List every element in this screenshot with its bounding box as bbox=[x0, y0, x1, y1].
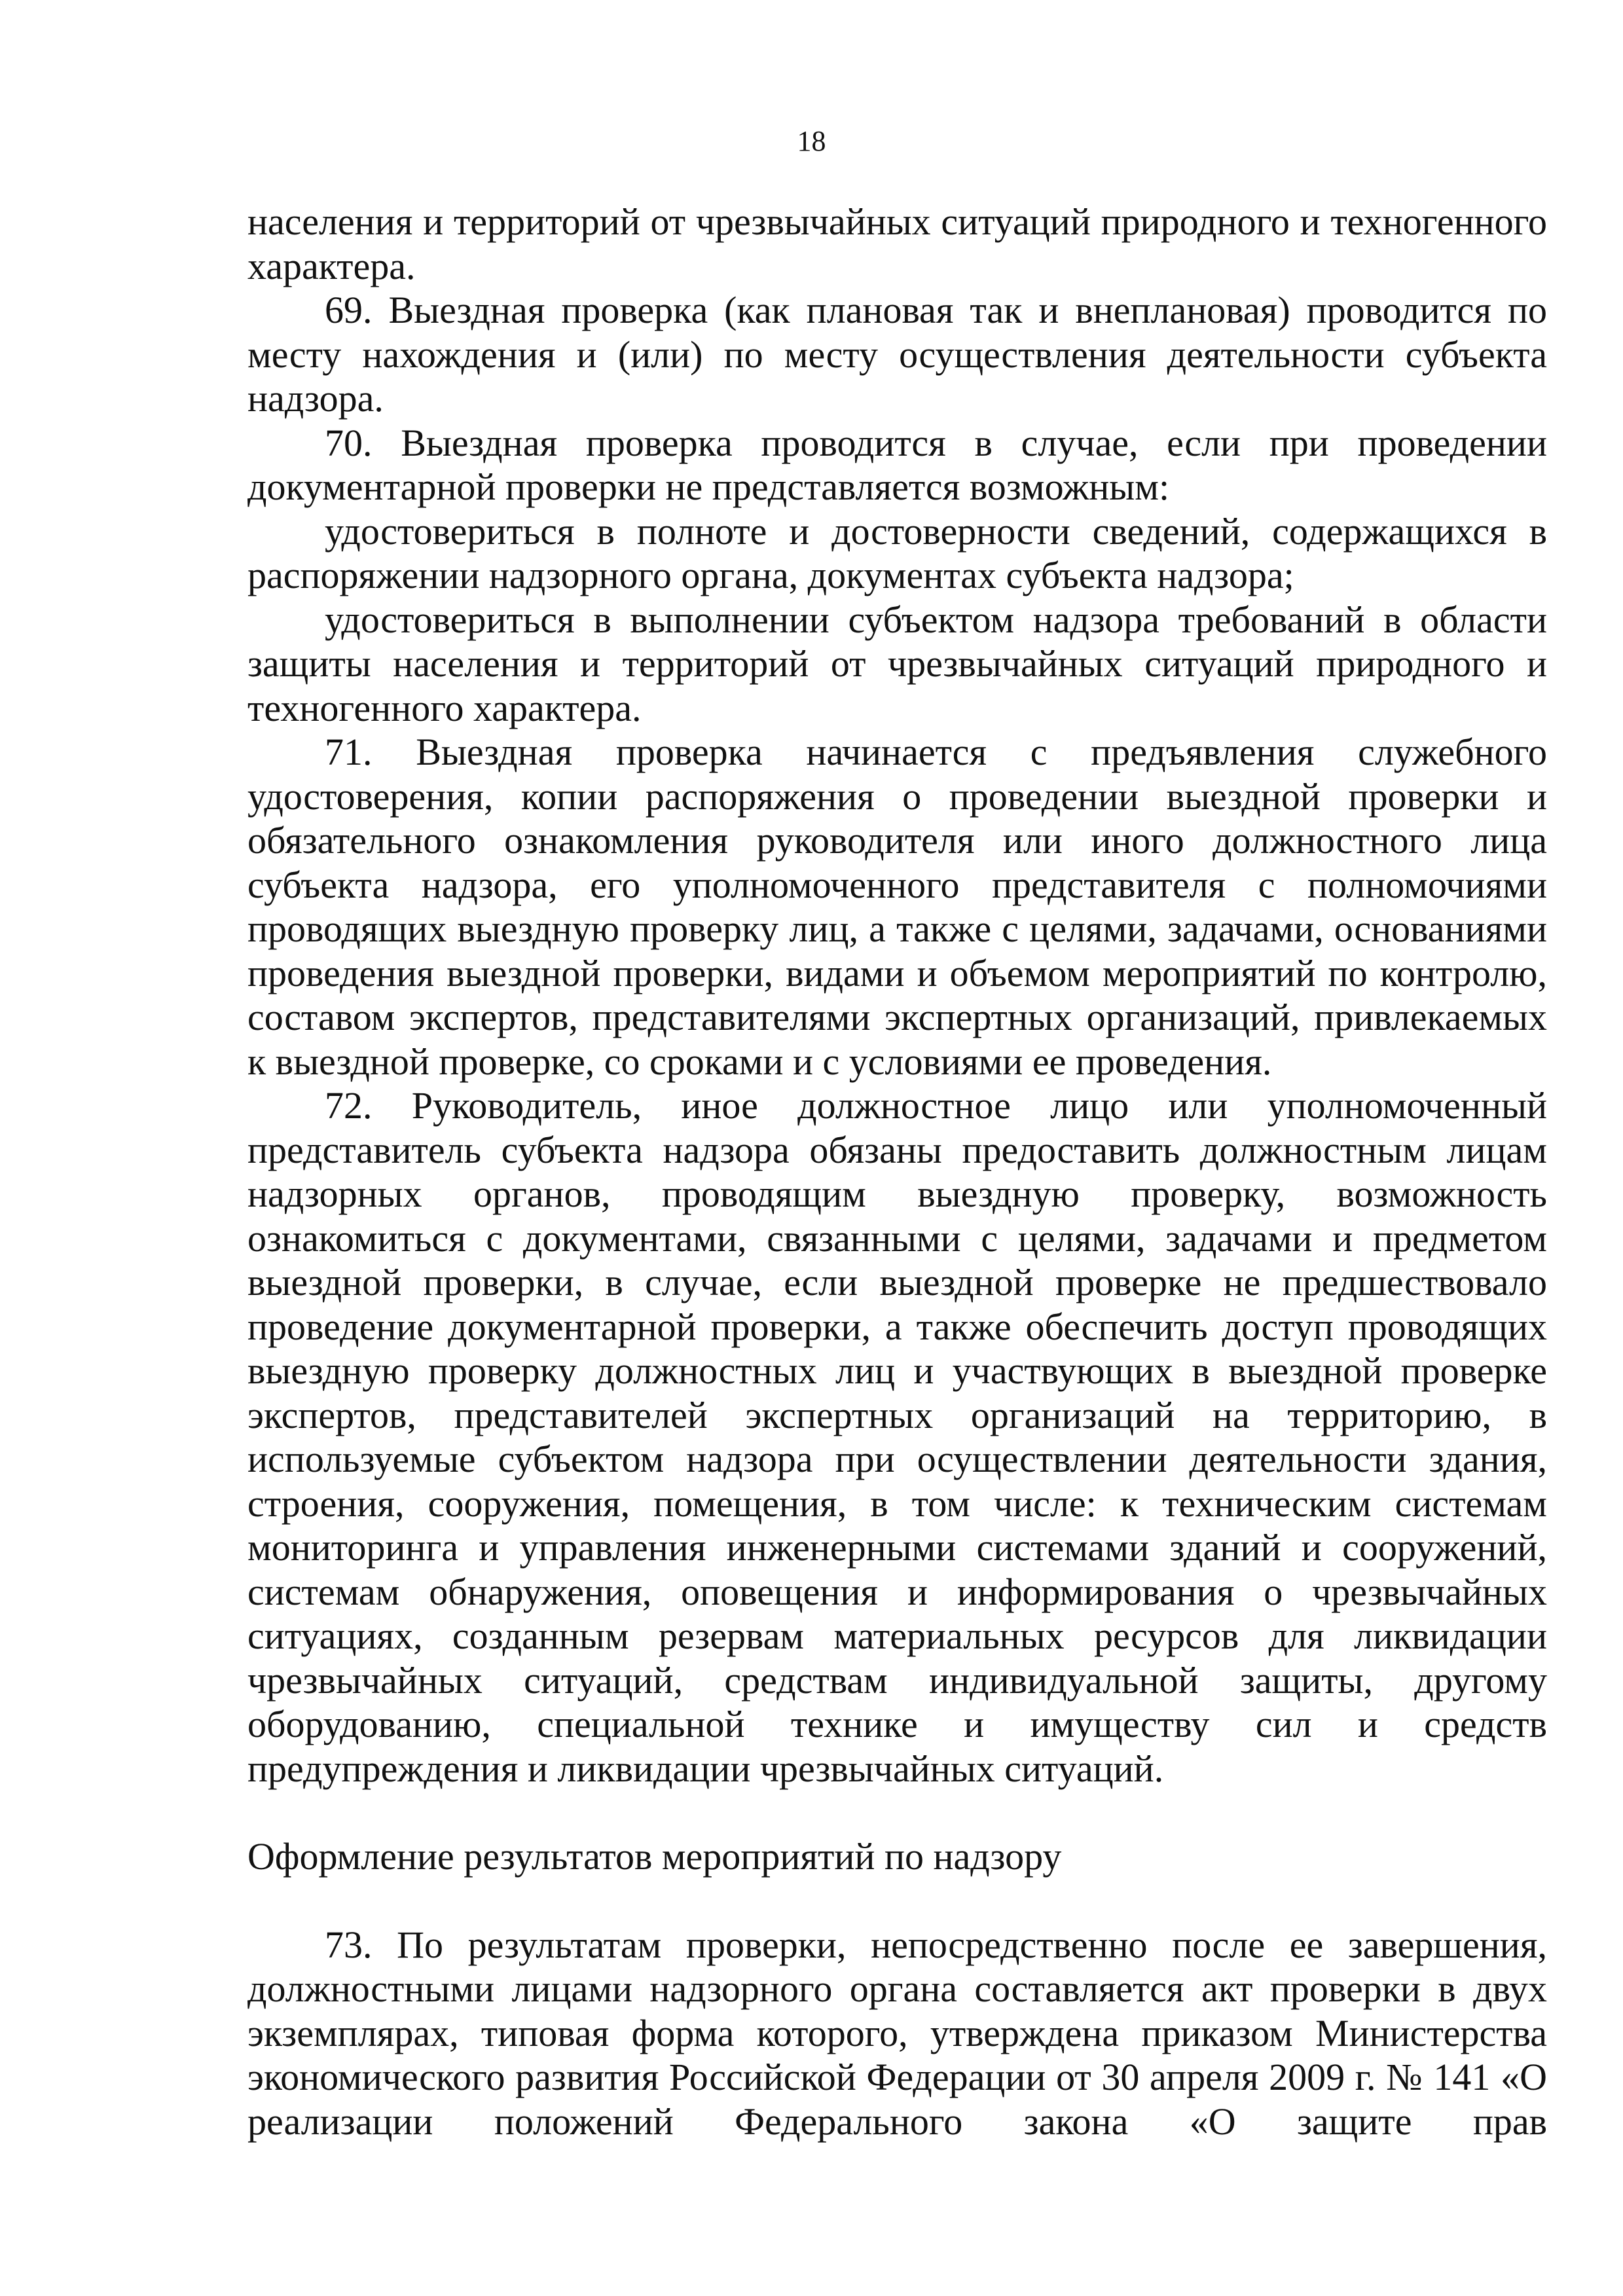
paragraph-70: 70. Выездная проверка проводится в случае, если при проведении документарной проверки не представляется возможным: bbox=[247, 421, 1547, 508]
paragraph-72: 72. Руководитель, иное должностное лицо или уполномоченный представитель субъекта надзора обязаны предоставить должностным лицам надзорных органов, проводящим выездную проверку, возможность ознакомиться с документами, связанными с целями, задачами и предметом выездной проверки, в случае, если выездной проверке не предшествовало проведение документарной проверки, а также обеспечить доступ проводящих выездную проверку должностных лиц и участвующих в выездной проверке экспертов, представителей экспертных организаций на территорию, в используемые субъектом надзора при осуществлении деятельности здания, строения, сооружения, помещения, в том числе: к техническим системам мониторинга и управления инженерными системами зданий и сооружений, системам обнаружения, оповещения и информирования о чрезвычайных ситуациях, созданным резервам материальных ресурсов для ликвидации чрезвычайных ситуаций, средствам индивидуальной защиты, другому оборудованию, специальной технике и имуществу сил и средств предупреждения и ликвидации чрезвычайных ситуаций. bbox=[247, 1084, 1547, 1790]
section-heading: Оформление результатов мероприятий по надзору bbox=[247, 1835, 1062, 1878]
paragraph-69: 69. Выездная проверка (как плановая так и внеплановая) проводится по месту нахождения и (или) по месту осуществления деятельности субъекта надзора. bbox=[247, 289, 1547, 420]
paragraph-70-item-1: удостовериться в полноте и достоверности сведений, содержащихся в распоряжении надзорного органа, документах субъекта надзора; bbox=[247, 509, 1547, 596]
paragraph-71: 71. Выездная проверка начинается с предъявления служебного удостоверения, копии распоряжения о проведении выездной проверки и обязательного ознакомления руководителя или иного должностного лица субъекта надзора, его уполномоченного представителя с полномочиями проводящих выездную проверку лиц, а также с целями, задачами, основаниями проведения выездной проверки, видами и объемом мероприятий по контролю, составом экспертов, представителями экспертных организаций, привлекаемых к выездной проверке, со сроками и с условиями ее проведения. bbox=[247, 731, 1547, 1083]
paragraph-continuation: населения и территорий от чрезвычайных ситуаций природного и техногенного характера. bbox=[247, 200, 1547, 287]
paragraph-73: 73. По результатам проверки, непосредственно после ее завершения, должностными лицами надзорного органа составляется акт проверки в двух экземплярах, типовая форма которого, утверждена приказом Министерства экономического развития Российской Федерации от 30 апреля 2009 г. № 141 «О реализации положений Федерального закона «О защите прав bbox=[247, 1923, 1547, 2143]
page-number: 18 bbox=[797, 125, 826, 157]
document-body bbox=[247, 200, 1547, 2143]
paragraph-70-item-2: удостовериться в выполнении субъектом надзора требований в области защиты населения и территорий от чрезвычайных ситуаций природного и техногенного характера. bbox=[247, 598, 1547, 729]
